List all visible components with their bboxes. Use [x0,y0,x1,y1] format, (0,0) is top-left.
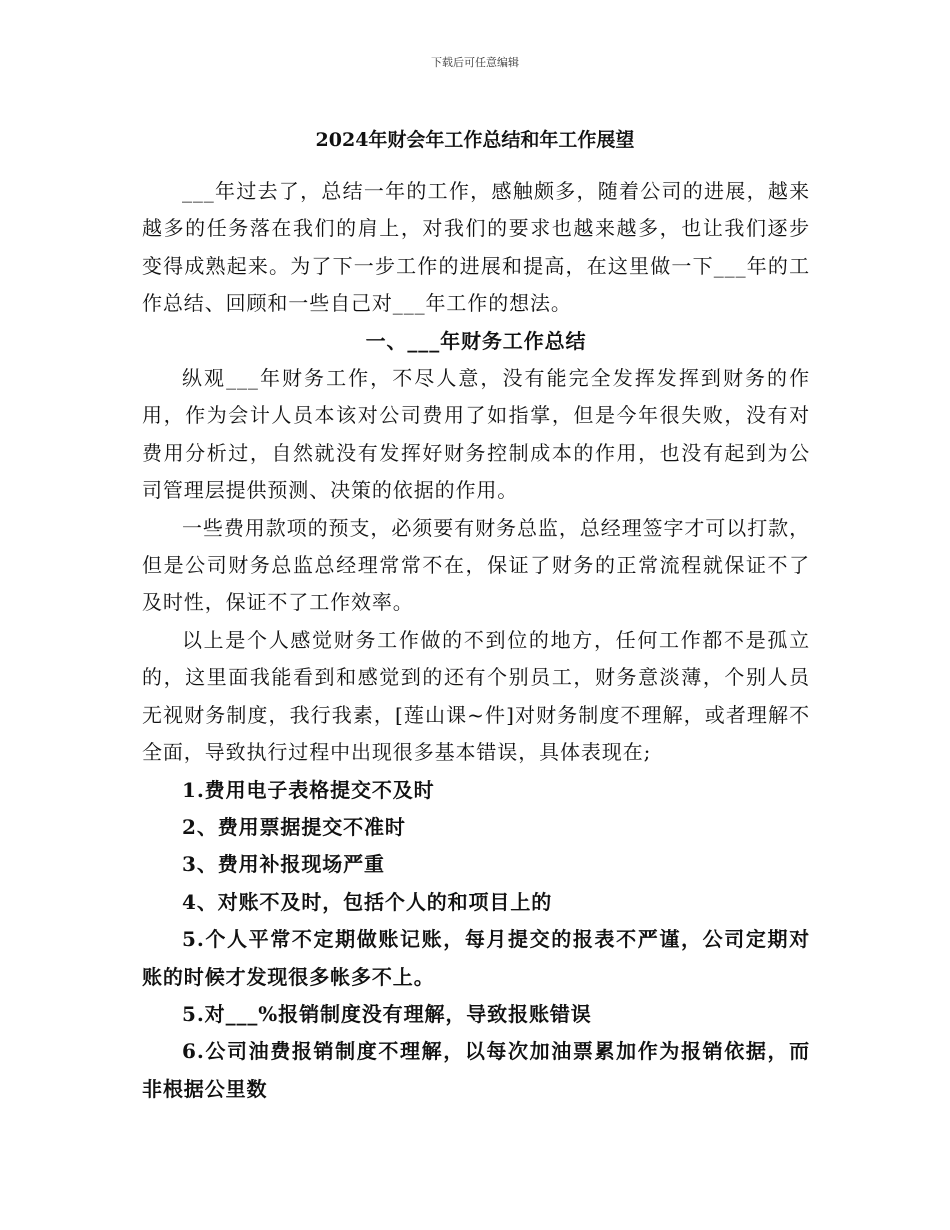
list-item: 4、对账不及时，包括个人的和项目上的 [182,889,553,914]
body-paragraph: 以上是个人感觉财务工作做的不到位的地方，任何工作都不是孤立的，这里面我能看到和感觉到的还有个别员工，财务意淡薄，个别人员无视财务制度，我行我素，[莲山课~件]对财务制度不理解，或者理解不全面，导致执行过程中出现很多基本错误，具体表现在; [142,627,810,765]
list-item: 3、费用补报现场严重 [182,852,385,877]
document-body [142,173,810,1108]
list-item: 6.公司油费报销制度不理解，以每次加油票累加作为报销依据，而非根据公里数 [142,1039,810,1101]
intro-paragraph: ___年过去了，总结一年的工作，感触颇多，随着公司的进展，越来越多的任务落在我们的肩上，对我们的要求也越来越多，也让我们逐步变得成熟起来。为了下一步工作的进展和提高，在这里做一下___年的工作总结、回顾和一些自己对___年工作的想法。 [142,179,810,316]
page-header-note: 下载后可任意编辑 [431,56,519,69]
body-paragraph: 一些费用款项的预支，必须要有财务总监，总经理签字才可以打款，但是公司财务总监总经理常常不在，保证了财务的正常流程就保证不了及时性，保证不了工作效率。 [142,515,810,615]
list-item: 5.对___%报销制度没有理解，导致报账错误 [182,1001,592,1026]
list-item: 1.费用电子表格提交不及时 [182,777,435,802]
list-item: 5.个人平常不定期做账记账，每月提交的报表不严谨，公司定期对账的时候才发现很多帐多不上。 [142,927,810,989]
body-paragraph: 纵观___年财务工作，不尽人意，没有能完全发挥发挥到财务的作用，作为会计人员本该对公司费用了如指掌，但是今年很失败，没有对费用分析过，自然就没有发挥好财务控制成本的作用，也没有起到为公司管理层提供预测、决策的依据的作用。 [142,366,810,503]
document-title: 2024年财会年工作总结和年工作展望 [315,129,635,151]
section-heading: 一、___年财务工作总结 [365,328,587,353]
list-item: 2、费用票据提交不准时 [182,814,406,839]
